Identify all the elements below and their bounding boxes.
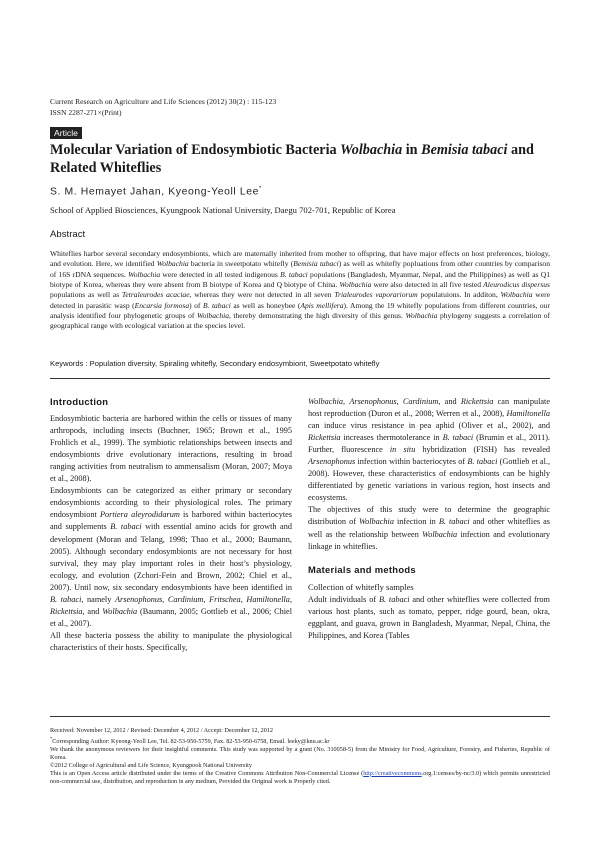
italic-term: B. tabaci [280,269,308,279]
italic-term: Wolbachia [358,517,394,527]
italic-term: Wolbachia [102,606,138,616]
italic-term: Cardinium [402,397,439,406]
left-column [50,396,292,654]
title-italic: Wolbachia [340,142,403,158]
corresponding-author-line [50,735,550,746]
italic-term: Wolbachia [405,311,438,321]
italic-term: Hamiltonella [246,594,290,604]
italic-term: Fritschea [209,594,241,604]
license-text: .org.1:censes/by-nc/3.0) which permits unrestricted non-commercial use, distribution, and reproduction in any medium, Provided the Original work is Properly cited. [50,769,550,785]
body-paragraph: All these bacteria possess the ability to manipulate the physiological characteristics of their hosts. Specifically, [50,630,292,652]
italic-term: Bemisia tabaci [293,259,339,269]
italic-term: Wolbachia [500,290,533,300]
italic-term: Tetraleurodes acaciae [121,290,190,300]
italic-term: B. tabaci [467,457,498,467]
title-part: and Related Whiteflies [50,142,534,176]
italic-term: B. tabaci [110,522,142,532]
italic-term: Aleurodicus dispersus [483,280,550,290]
section-divider [50,378,550,379]
methods-heading: Materials and methods [308,563,416,575]
italic-term: B. tabaci [438,517,470,527]
italic-term: Wolbachia [308,397,343,406]
italic-term: Arsenophonus [114,594,163,604]
spacer [308,553,550,564]
methods-subheading: Collection of whitefly samples [308,581,414,592]
license-line [50,770,550,786]
issn-line: ISSN 2287-271×(Print) [50,107,122,117]
affiliation: School of Applied Biosciences, Kyungpook National University, Daegu 702-701, Republic of Korea [50,205,396,215]
title-part: in [402,142,422,158]
article-type-badge: Article [50,127,82,139]
italic-term: B. tabaci [202,300,231,310]
italic-term: Encarsia formosa [134,300,190,310]
dates-line: Received: November 12, 2012 / Revised: December 4, 2012 / Accept: December 12, 2012 [50,727,274,734]
license-link[interactable]: http://creativecommons [363,769,422,777]
italic-term: B. tabaci [378,594,410,604]
body-paragraph: The objectives of this study were to determine the geographic distribution of Wolbachia infection in B. tabaci and other whiteflies as well as the relationship between Wolbachia infection and evolutionary linkage in whiteflies. [308,505,550,551]
keywords: Keywords : Population diversity, Spiraling whitefly, Secondary endosymbiont, Sweetpotato whitefly [50,359,380,368]
body-paragraph: Adult individuals of B. tabaci and other whiteflies were collected from various host plants, such as tomato, pepper, ridge gourd, bean, okra, eggplant, and guava, grown in Bangladesh, Myanmar, Nepal, China, the Philippines, and Korea (Tables [308,594,550,640]
paper-title [50,142,570,177]
footer-divider [50,716,550,717]
italic-term: Wolbachia [128,269,161,279]
corresponding-mark: * [50,735,53,741]
journal-citation-line: Current Research on Agriculture and Life Sciences (2012) 30(2) : 115-123 [50,97,277,106]
right-column [308,396,550,642]
italic-term: B. tabaci [50,594,82,604]
body-paragraph: Wolbachia, Arsenophonus, Cardinium, and Rickettsia can manipulate host reproduction (Duron et al., 2008; Werren et al., 2008), Hamiltonella can induce virus resistance in pea aphid (Oliver et al., 2002), and Rickettsia increases thermotolerance in B. tabaci (Brumin et al., 2011). Further, fluorescence in situ hybridization (FISH) has revealed Arsenophonus infection within bacteriocytes of B. tabaci (Gottlieb et al., 2008). However, these characteristics of endosymbionts can be highly differentiated by genetic variations in various region, host insects and ecosystems. [308,397,551,503]
italic-term: Wolbachia [422,529,458,539]
footnotes [50,727,550,785]
corresponding-mark: * [258,186,262,192]
italic-term: Arsenophonus [349,397,397,406]
abstract-heading: Abstract [50,229,86,240]
body-paragraph: Endosymbiotic bacteria are harbored within the cells or tissues of many arthropods, including insects (Buchner, 1965; Brown et al., 1995 Frohlich et al., 1999). The symbiotic relationships between insects and endosymbionts drive evolutionary interactions, resulting in broad ranging activities from neutralism to ammensalism (Moran, 2007; Moya et al., 2008). [50,414,292,484]
italic-term: Wolbachia [156,259,189,269]
italic-term: Apis mellifera [300,300,344,310]
acknowledgement-line: We thank the anonymous reviewers for their insightful comments. This study was supported by a grant (No. 310058-5) from the Ministry for Food, Agriculture, Forestry, and Fisheries, Republic of Korea. [50,745,550,761]
italic-term: Wolbachia [339,280,372,290]
italic-term: Portiera aleyrodidarum [99,510,180,520]
copyright-line: ©2012 College of Agricultural and Life Science, Kyungpook National University [50,761,252,769]
italic-term: Rickettsia [308,433,341,443]
italic-term: Cardinium [167,594,204,604]
italic-term: Trialeurodes vaporariorum [334,290,418,300]
italic-term: Hamiltonella [506,409,550,419]
title-italic: Bemisia tabaci [421,142,508,158]
introduction-heading: Introduction [50,396,109,407]
author-names: S. M. Hemayet Jahan, Kyeong-Yeoll Lee [50,186,259,198]
license-text: This is an Open Access article distributed under the terms of the Creative Commons Attribution Non-Commercial License ( [50,769,364,777]
author-list [50,186,262,197]
corresponding-author-text: Corresponding Author: Kyeong-Yeoll Lee, Tel. 82-53-950-5759, Fax. 82-53-950-6758, Email. leeky@knu.ac.kr [52,737,330,745]
italic-term: in situ [389,445,416,455]
body-paragraph: Endosymbionts can be categorized as either primary or secondary endosymbionts according to their physiological roles. The primary endosymbiont Portiera aleyrodidarum is harbored within bacteriocytes and supplements B. tabaci with essential amino acids for growth and development (Moran and Telang, 1998; Thao et al., 2000; Baumann, 2005). Although secondary endosymbionts are not necessary for host survival, they may play important roles in their host’s physiology, ecology, and evolution (Zchori-Fein and Brown, 2002; Chiel et al., 2007). Until now, six secondary endosymbionts have been identified in B. tabaci, namely Arsenophonus, Cardinium, Fritschea, Hamiltonella, Rickettsia, and Wolbachia (Baumann, 2005; Gottlieb et al., 2006; Chiel et al., 2007). [50,486,292,628]
italic-term: B. tabaci [442,433,474,443]
italic-term: Wolbachia [196,311,229,321]
journal-citation [50,97,276,118]
abstract-text: Whiteflies harbor several secondary endosymbionts, which are maternally inherited from mother to offspring, that have major effects on host preferences, biology, and evolution. Here, we identified Wolbachia bacteria in sweetpotato whitefly (Bemisia tabaci) as well as whitefly popluations from other countries by comparison of 16S rDNA sequences. Wolbachia were detected in all tested indigenous B. tabaci populations (Bangladesh, Myanmar, Nepal, and the Philippines) as well as Q1 biotype of Korea, whereas they were absent from B biotype of Korea and Q biotype of China. Wolbachia were also detected in all five tested Aleurodicus dispersus populations as well as Tetraleurodes acaciae, whereas they were not detected in all seven Trialeurodes vaporariorum populatuions. In additon, Wolbachia were detected in parasitic wasp (Encarsia formosa) of B. tabaci as well as honeybee (Apis mellifera). Among the 19 whitefly populations from different countries, our analysis identified four phylogenetic groups of Wolbachia, thereby demonstrating the high diversity of this genus. Wolbachia phylogeny suggests a correlation of geographical range with ecological variation at the species level. [50,249,550,331]
title-part: Molecular Variation of Endosymbiotic Bacteria [50,142,341,158]
italic-term: Rickettsia [50,606,83,616]
italic-term: Rickettsia [460,397,494,406]
italic-term: Arsenophonus [308,457,356,467]
